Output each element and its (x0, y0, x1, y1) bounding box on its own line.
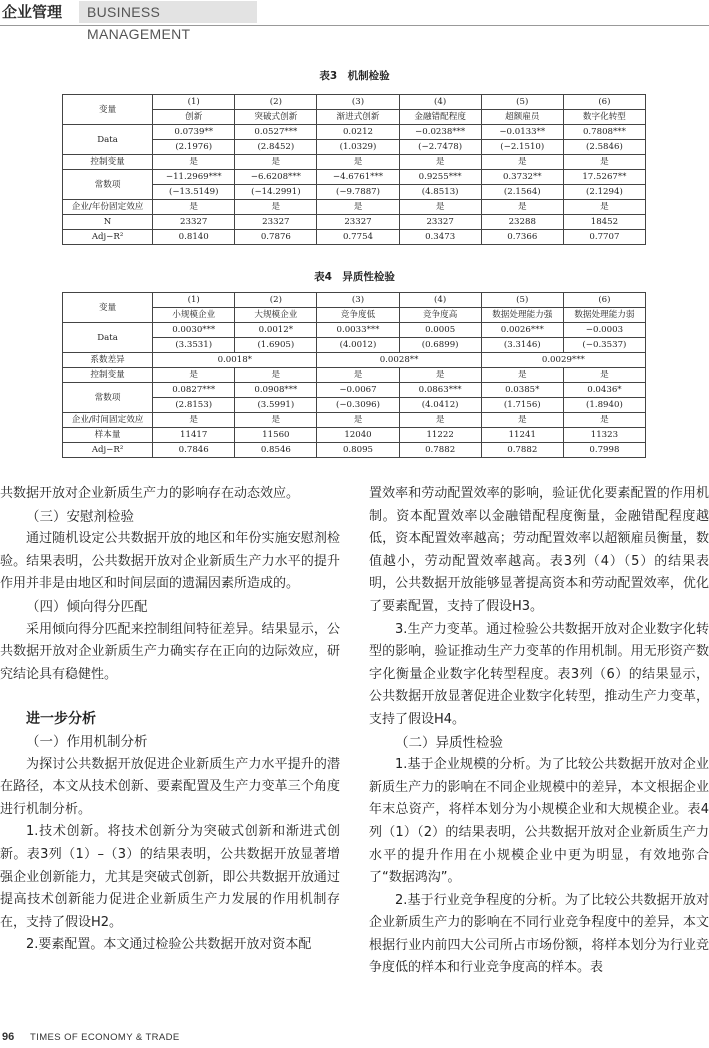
table-cell: (−13.5149) (153, 185, 235, 200)
table-row (63, 323, 646, 338)
table-cell: 样本量 (63, 428, 153, 443)
table-cell: 是 (153, 368, 235, 383)
table-cell: (−0.3537) (563, 338, 645, 353)
table-cell: (2.1564) (481, 185, 563, 200)
table-cell: 0.7846 (153, 443, 235, 458)
table-row (63, 230, 646, 245)
table-cell: 11560 (235, 428, 317, 443)
table-cell: 0.3732** (481, 170, 563, 185)
table-cell: (2) (235, 293, 317, 308)
table-cell: 超额雇员 (481, 110, 563, 125)
table-row (63, 125, 646, 140)
table-cell: −6.6208*** (235, 170, 317, 185)
paragraph: 通过随机设定公共数据开放的地区和年份实施安慰剂检验。结果表明，公共数据开放对企业新质生产力水平的提升作用并非是由地区和时间层面的遗漏因素所造成的。 (0, 531, 340, 592)
table-cell: 竞争度高 (399, 308, 481, 323)
table-cell: 0.0026*** (481, 323, 563, 338)
table-cell: 0.0012* (235, 323, 317, 338)
table-cell: 是 (399, 368, 481, 383)
table-cell: 0.0863*** (399, 383, 481, 398)
table-cell: 企业/时间固定效应 (63, 413, 153, 428)
table-row (63, 368, 646, 383)
table-cell: 0.0436* (563, 383, 645, 398)
table-row (63, 383, 646, 398)
journal-name: TIMES OF ECONOMY & TRADE (30, 1032, 180, 1043)
table-cell: −0.0067 (317, 383, 399, 398)
table-cell: 0.0527*** (235, 125, 317, 140)
left-column (0, 483, 340, 957)
table-cell: 渐进式创新 (317, 110, 399, 125)
table-cell: 0.0018* (153, 353, 317, 368)
table4 (62, 292, 646, 458)
table-cell: 0.0033*** (317, 323, 399, 338)
table3 (62, 94, 646, 245)
table-cell: (2.1294) (563, 185, 645, 200)
table-cell: (4.0412) (399, 398, 481, 413)
table-cell: Data (63, 323, 153, 353)
table-cell: (2.8153) (153, 398, 235, 413)
table-cell: 是 (235, 200, 317, 215)
table-cell: 数据处理能力弱 (563, 308, 645, 323)
table-cell: (4.8513) (399, 185, 481, 200)
table-cell: 是 (317, 368, 399, 383)
table-cell: 18452 (563, 215, 645, 230)
table-cell: 是 (153, 413, 235, 428)
subheading: （三）安慰剂检验 (26, 508, 134, 525)
table-cell: (1) (153, 95, 235, 110)
table-row (63, 215, 646, 230)
table-cell: 是 (563, 368, 645, 383)
table-cell: 0.0739** (153, 125, 235, 140)
table-cell: 0.8140 (153, 230, 235, 245)
subheading: （二）异质性检验 (395, 734, 503, 751)
table-cell: 0.8095 (317, 443, 399, 458)
table-row (63, 413, 646, 428)
table-cell: 是 (153, 200, 235, 215)
table-row (63, 353, 646, 368)
table-cell: 大规模企业 (235, 308, 317, 323)
table-cell: 竞争度低 (317, 308, 399, 323)
table-cell: 0.0028** (317, 353, 481, 368)
table-cell: 是 (481, 155, 563, 170)
table-cell: 0.3473 (399, 230, 481, 245)
table-cell: (3.3531) (153, 338, 235, 353)
table-cell: (2.5846) (563, 140, 645, 155)
table-cell: Adj−R² (63, 443, 153, 458)
table-cell: 0.8546 (235, 443, 317, 458)
table-cell: (−0.3096) (317, 398, 399, 413)
table-cell: 是 (481, 368, 563, 383)
right-column (369, 483, 709, 980)
table-cell: 0.7876 (235, 230, 317, 245)
table-cell: 是 (399, 413, 481, 428)
table-cell: 是 (563, 413, 645, 428)
paragraph: 2.基于行业竞争程度的分析。为了比较公共数据开放对企业新质生产力的影响在不同行业竞争程度中的差异，本文根据行业内前四大公司所占市场份额，将样本划分为行业竞争度低的样本和行业竞争度高的样本。表 (369, 892, 709, 976)
table-cell: 11241 (481, 428, 563, 443)
table-cell: (2.8452) (235, 140, 317, 155)
table-cell: (−2.7478) (399, 140, 481, 155)
table-cell: (−14.2991) (235, 185, 317, 200)
table-cell: 是 (153, 155, 235, 170)
paragraph: 2.要素配置。本文通过检验公共数据开放对资本配 (26, 937, 312, 953)
table-cell: 是 (235, 368, 317, 383)
table-cell: 11222 (399, 428, 481, 443)
table-cell: 0.0908*** (235, 383, 317, 398)
paragraph: 置效率和劳动配置效率的影响，验证优化要素配置的作用机制。资本配置效率以金融错配程度衡量，金融错配程度越低，资本配置效率越高；劳动配置效率以超额雇员衡量，数值越小，劳动配置效率越高。表3列（4）（5）的结果表明，公共数据开放能够显著提高资本和劳动配置效率，优化了要素配置，支持了假设H3。 (369, 486, 709, 614)
table-cell: −0.0238*** (399, 125, 481, 140)
paragraph: 1.基于企业规模的分析。为了比较公共数据开放对企业新质生产力的影响在不同企业规模中的差异，本文根据企业年末总资产，将样本划分为小规模企业和大规模企业。表4列（1）（2）的结果表明，公共数据开放对企业新质生产力水平的提升作用在小规模企业中更为明显，有效地弥合了“数据鸿沟”。 (369, 757, 709, 886)
table-cell: Adj−R² (63, 230, 153, 245)
table-cell: 0.0212 (317, 125, 399, 140)
table4-title: 表4 异质性检验 (314, 271, 395, 283)
table-row (63, 155, 646, 170)
table-row (63, 200, 646, 215)
table-cell: (3.5991) (235, 398, 317, 413)
table-cell: 突破式创新 (235, 110, 317, 125)
table-cell: 0.0385* (481, 383, 563, 398)
table-cell: 23327 (235, 215, 317, 230)
table-cell: 0.0005 (399, 323, 481, 338)
subheading: （四）倾向得分匹配 (26, 598, 148, 615)
table-cell: 金融错配程度 (399, 110, 481, 125)
table-row (63, 95, 646, 110)
table-cell: −11.2969*** (153, 170, 235, 185)
table-cell: 常数项 (63, 383, 153, 413)
header-divider (0, 25, 709, 26)
table-cell: 23288 (481, 215, 563, 230)
table-cell: 是 (317, 413, 399, 428)
table-cell: (1) (153, 293, 235, 308)
table-cell: Data (63, 125, 153, 155)
table-cell: 17.5267** (563, 170, 645, 185)
table-row (63, 170, 646, 185)
table-cell: (5) (481, 95, 563, 110)
table-cell: (1.0329) (317, 140, 399, 155)
table-cell: 是 (399, 155, 481, 170)
table-cell: 控制变量 (63, 368, 153, 383)
table-cell: 23327 (153, 215, 235, 230)
table-row (63, 443, 646, 458)
page-number: 96 (2, 1031, 15, 1043)
table-cell: (0.6899) (399, 338, 481, 353)
table-cell: 0.0030*** (153, 323, 235, 338)
table-cell: 23327 (399, 215, 481, 230)
section-title-en: BUSINESS MANAGEMENT (79, 1, 257, 23)
table3-title: 表3 机制检验 (319, 70, 390, 82)
table-cell: 常数项 (63, 170, 153, 200)
table-cell: (6) (563, 95, 645, 110)
table-cell: 创新 (153, 110, 235, 125)
table-cell: (4.0012) (317, 338, 399, 353)
table-row (63, 293, 646, 308)
table-cell: 0.7998 (563, 443, 645, 458)
table-cell: 0.7754 (317, 230, 399, 245)
table-cell: 小规模企业 (153, 308, 235, 323)
table-cell: 控制变量 (63, 155, 153, 170)
table-cell: 变量 (63, 95, 153, 125)
table-cell: 0.0827*** (153, 383, 235, 398)
table-row (63, 428, 646, 443)
table-cell: N (63, 215, 153, 230)
section-heading: 进一步分析 (26, 711, 96, 728)
table-cell: 是 (399, 200, 481, 215)
table-cell: 是 (563, 200, 645, 215)
table-cell: (−9.7887) (317, 185, 399, 200)
table-cell: 0.7882 (399, 443, 481, 458)
table-cell: 0.0029*** (481, 353, 645, 368)
table-cell: 0.7882 (481, 443, 563, 458)
paragraph: 3.生产力变革。通过检验公共数据开放对企业数字化转型的影响，验证推动生产力变革的作用机制。用无形资产数字化衡量企业数字化转型程度。表3列（6）的结果显示，公共数据开放显著促进企业数字化转型，推动生产力变革，支持了假设H4。 (369, 621, 709, 727)
table-cell: (2) (235, 95, 317, 110)
table-cell: (3) (317, 95, 399, 110)
table-cell: 系数差异 (63, 353, 153, 368)
table-cell: −0.0003 (563, 323, 645, 338)
table-cell: 11417 (153, 428, 235, 443)
table-cell: (3.3146) (481, 338, 563, 353)
table-cell: 是 (235, 413, 317, 428)
table-cell: 0.9255*** (399, 170, 481, 185)
table-cell: (3) (317, 293, 399, 308)
table-cell: (5) (481, 293, 563, 308)
table-cell: 12040 (317, 428, 399, 443)
table-cell: −4.6761*** (317, 170, 399, 185)
table-cell: (4) (399, 293, 481, 308)
table-cell: 是 (481, 200, 563, 215)
table-cell: 11323 (563, 428, 645, 443)
table-cell: 0.7366 (481, 230, 563, 245)
table-cell: (1.8940) (563, 398, 645, 413)
table-cell: 0.7808*** (563, 125, 645, 140)
table-cell: 数据处理能力强 (481, 308, 563, 323)
table-cell: (−2.1510) (481, 140, 563, 155)
table-cell: 是 (317, 155, 399, 170)
table-cell: 0.7707 (563, 230, 645, 245)
table-cell: (1.6905) (235, 338, 317, 353)
section-title-cn: 企业管理 (2, 3, 63, 21)
paragraph: 为探讨公共数据开放促进企业新质生产力水平提升的潜在路径，本文从技术创新、要素配置及生产力变革三个角度进行机制分析。 (0, 756, 340, 817)
table-cell: 是 (235, 155, 317, 170)
page-footer (0, 1031, 709, 1045)
table-cell: (1.7156) (481, 398, 563, 413)
table-cell: 是 (563, 155, 645, 170)
table-cell: (6) (563, 293, 645, 308)
subheading: （一）作用机制分析 (26, 733, 148, 750)
table-cell: 变量 (63, 293, 153, 323)
table-cell: (4) (399, 95, 481, 110)
table-cell: 数字化转型 (563, 110, 645, 125)
table-cell: 是 (481, 413, 563, 428)
table-cell: −0.0133** (481, 125, 563, 140)
table-cell: (2.1976) (153, 140, 235, 155)
paragraph: 采用倾向得分匹配来控制组间特征差异。结果显示，公共数据开放对企业新质生产力确实存在正向的边际效应，研究结论具有稳健性。 (0, 621, 340, 682)
page-header (0, 0, 709, 42)
table-cell: 23327 (317, 215, 399, 230)
table-cell: 企业/年份固定效应 (63, 200, 153, 215)
paragraph: 共数据开放对企业新质生产力的影响存在动态效应。 (0, 486, 300, 501)
table-cell: 是 (317, 200, 399, 215)
paragraph: 1.技术创新。将技术创新分为突破式创新和渐进式创新。表3列（1）–（3）的结果表明，公共数据开放显著增强企业创新能力，尤其是突破式创新，即公共数据开放通过提高技术创新能力促进企业新质生产力发展的作用机制存在，支持了假设H2。 (0, 824, 340, 930)
